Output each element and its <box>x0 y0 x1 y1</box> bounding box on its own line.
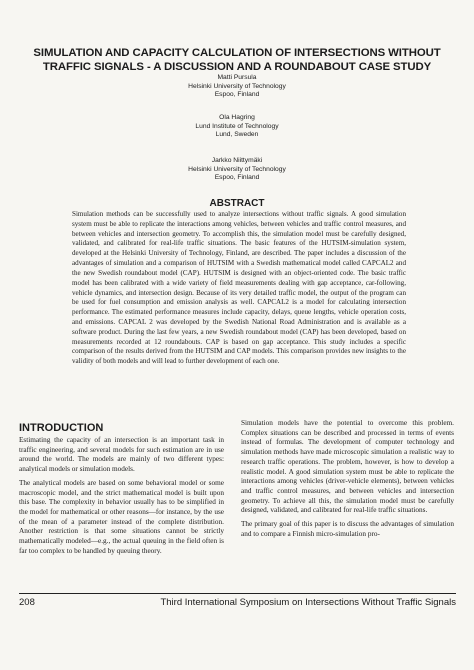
author-affiliation: Helsinki University of Technology <box>188 82 286 90</box>
author-name: Jarkko Niittymäki <box>211 157 263 164</box>
author-block-3 <box>117 157 357 183</box>
author-name: Ola Hagring <box>219 114 255 121</box>
paragraph: The analytical models are based on some behavioral model or some macroscopic model, and the strict mathematical model is built upon this base. The complexity in behavior usually has to be simplified in the model for mathematical or other reasons—for instance, by the use of the mean of a parameter instead of the complete distribution. Another restriction is that some situations cannot be strictly mathematically modeled—e.g., the actual queuing in the field often is far too complex to be handled by queuing theory. <box>19 478 224 555</box>
abstract-text: Simulation methods can be successfully used to analyze intersections without traffic signals. A good simulation system must be able to replicate the interactions among vehicles, between vehicles and traffic control measures, and between vehicles and intersection geometry. To accomplish this, the simulation model must be carefully designed, validated, and calibrated for real-life traffic situations. The basic features of the HUTSIM-simulation system, developed at the Helsinki University of Technology, Finland, are described. The paper includes a discussion of the advantages of simulation and a comparison of HUTSIM with a Swedish mathematical model called CAPCAL2 and the new Swedish roundabout model (CAP). HUTSIM is designed with an object-oriented code. The basic traffic model has been calibrated with a wide variety of field measurements dealing with gap acceptance, car-following, vehicle dynamics, and intersection design. Because of its very detailed traffic model, the output of the program can be used for fuel consumption and emission analysis as well. CAPCAL2 is a model for calculating intersection performance. The estimated performance measures include capacity, delays, queue lengths, vehicle operation costs, and emissions. CAPCAL 2 was developed by the Swedish National Road Administration and is available as a software product. During the last few years, a new Swedish roundabout model (CAP) has been developed, based on measurements recorded at 12 roundabouts. CAP is based on gap acceptance. This study includes a specific comparison of the results derived from the HUTSIM and CAP models. This comparison provides new insights to the validity of both models and will lead to further development of each one. <box>72 210 406 366</box>
paragraph: Estimating the capacity of an intersection is an important task in traffic engineering, and several models for such estimation are in use around the world. The models are mainly of two different types: analytical models or simulation models. <box>19 436 224 474</box>
author-location: Espoo, Finland <box>214 174 260 182</box>
author-location: Lund, Sweden <box>215 131 259 139</box>
author-block-1 <box>117 74 357 100</box>
paper-title-line-1: SIMULATION AND CAPACITY CALCULATION OF INTERSECTIONS WITHOUT <box>33 47 441 59</box>
paragraph: Simulation models have the potential to overcome this problem. Complex situations can be described and processed in terms of events instead of formulas. The development of computer technology and simulation methods have made microscopic simulation a realistic way to research traffic operations. The problem, however, is how to develop a realistic model. A good simulation system must be able to replicate the interactions among vehicles (driver-vehicle elements), between vehicles and traffic control measures, and between vehicles and intersection geometry. To achieve all this, the simulation model must be carefully designed, validated, and calibrated for real-life traffic situations. <box>241 419 454 515</box>
abstract-heading: ABSTRACT <box>209 198 265 209</box>
left-column <box>19 436 224 560</box>
paragraph: The primary goal of this paper is to discuss the advantages of simulation and to compare a Finnish micro-simulation pro- <box>241 520 454 538</box>
author-block-2 <box>117 114 357 140</box>
paper-title-line-2: TRAFFIC SIGNALS - A DISCUSSION AND A ROUNDABOUT CASE STUDY <box>42 61 432 73</box>
page-number: 208 <box>19 597 35 608</box>
author-name: Matti Pursula <box>217 74 257 81</box>
right-column <box>241 419 454 543</box>
author-affiliation: Helsinki University of Technology <box>188 165 286 173</box>
introduction-heading: INTRODUCTION <box>19 422 104 434</box>
author-location: Espoo, Finland <box>214 91 260 99</box>
paper-title <box>30 46 444 74</box>
author-affiliation: Lund Institute of Technology <box>195 122 279 130</box>
proceedings-title: Third International Symposium on Intersections Without Traffic Signals <box>160 597 456 608</box>
footer-divider <box>19 593 456 594</box>
